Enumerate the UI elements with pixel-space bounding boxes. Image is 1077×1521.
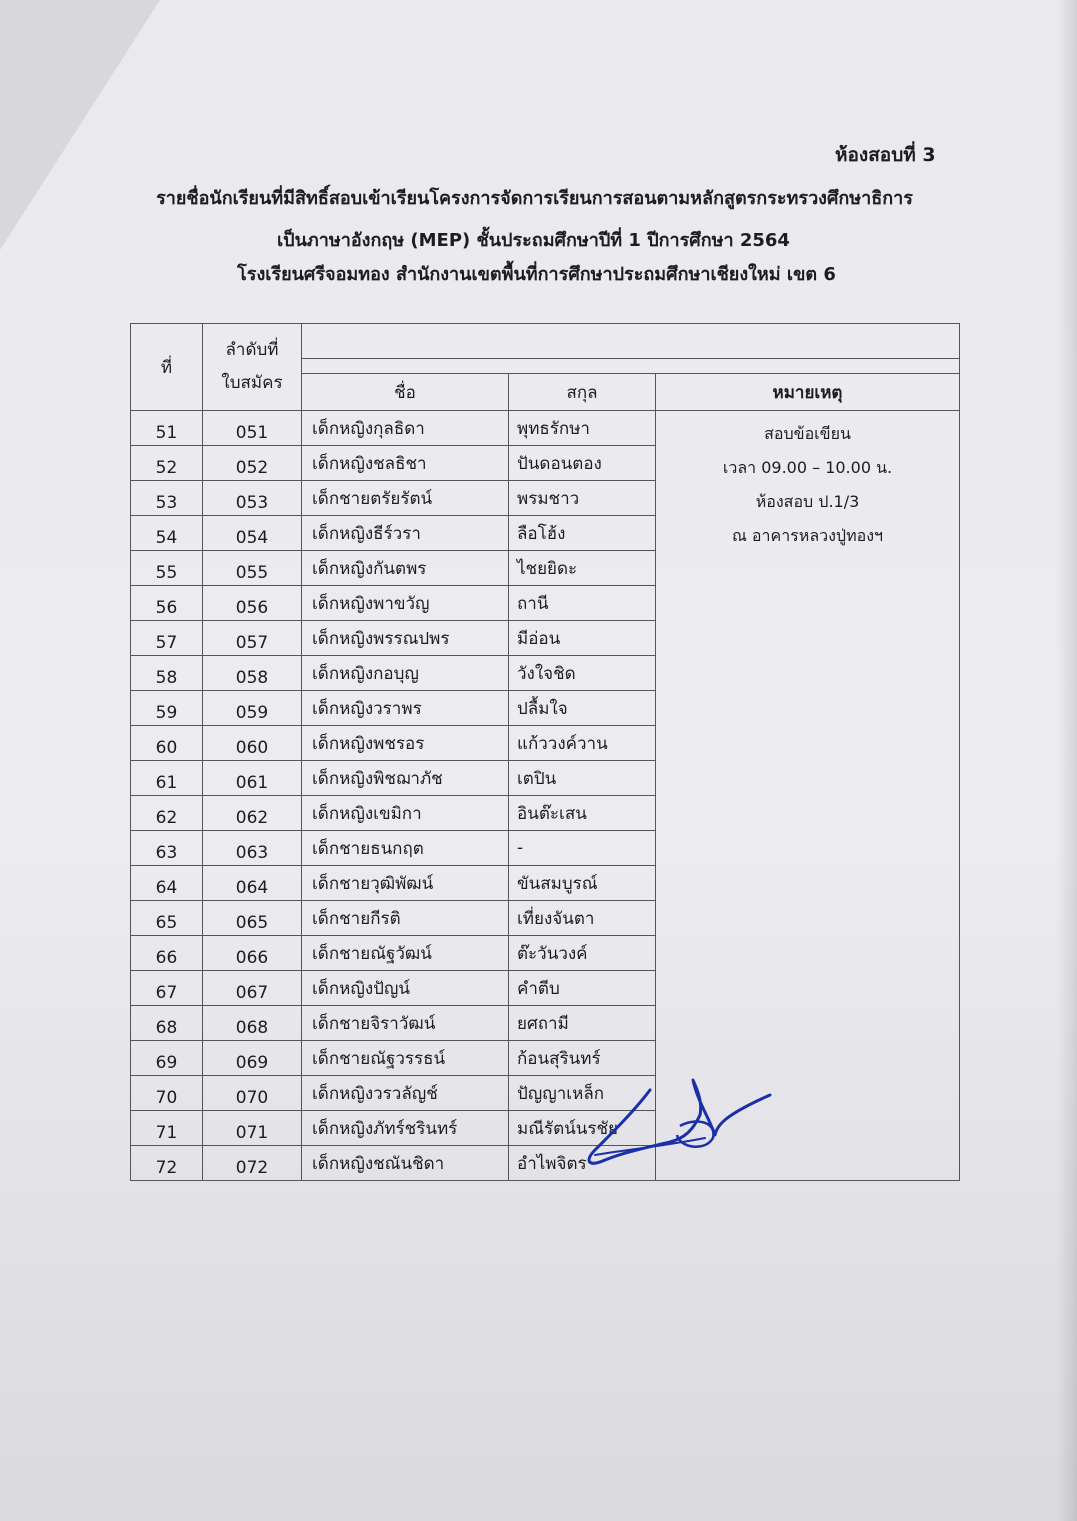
header-no: ที่ [131, 324, 203, 411]
row-student-name: เด็กหญิงพรรณปพร [302, 621, 509, 656]
row-application-number: 064 [203, 866, 302, 901]
row-number: 56 [131, 586, 203, 621]
row-number: 63 [131, 831, 203, 866]
row-student-surname: ถานี [509, 586, 656, 621]
row-application-number: 057 [203, 621, 302, 656]
row-application-number: 066 [203, 936, 302, 971]
row-student-name: เด็กชายธนกฤต [302, 831, 509, 866]
row-number: 60 [131, 726, 203, 761]
row-student-name: เด็กชายณัฐวัฒน์ [302, 936, 509, 971]
row-student-name: เด็กหญิงพาขวัญ [302, 586, 509, 621]
header-surname: สกุล [509, 374, 656, 411]
remark-line: สอบข้อเขียน [764, 424, 851, 443]
row-student-surname: แก้ววงค์วาน [509, 726, 656, 761]
row-number: 64 [131, 866, 203, 901]
row-number: 70 [131, 1076, 203, 1111]
row-student-surname: ปัญญาเหล็ก [509, 1076, 656, 1111]
row-student-name: เด็กชายตรัยรัตน์ [302, 481, 509, 516]
row-application-number: 061 [203, 761, 302, 796]
row-student-surname: พุทธรักษา [509, 411, 656, 446]
row-application-number: 071 [203, 1111, 302, 1146]
row-student-surname: ต๊ะวันวงค์ [509, 936, 656, 971]
row-student-surname: เตปิน [509, 761, 656, 796]
row-number: 72 [131, 1146, 203, 1181]
row-student-name: เด็กหญิงวรวลัญช์ [302, 1076, 509, 1111]
row-student-surname: - [509, 831, 656, 866]
row-number: 57 [131, 621, 203, 656]
row-number: 62 [131, 796, 203, 831]
row-student-name: เด็กชายกีรติ [302, 901, 509, 936]
row-number: 68 [131, 1006, 203, 1041]
row-student-name: เด็กหญิงชลธิชา [302, 446, 509, 481]
row-student-surname: คำตีบ [509, 971, 656, 1006]
row-student-name: เด็กหญิงชณันชิดา [302, 1146, 509, 1181]
row-student-name: เด็กหญิงกันตพร [302, 551, 509, 586]
row-student-name: เด็กหญิงภัทร์ชรินทร์ [302, 1111, 509, 1146]
row-student-surname: วังใจชิด [509, 656, 656, 691]
exam-room-label: ห้องสอบที่ 3 [835, 144, 936, 166]
document-title-line-2: เป็นภาษาอังกฤษ (MEP) ชั้นประถมศึกษาปีที่ 1 ปีการศึกษา 2564 [277, 230, 790, 251]
row-application-number: 070 [203, 1076, 302, 1111]
row-student-surname: มีอ่อน [509, 621, 656, 656]
row-application-number: 053 [203, 481, 302, 516]
student-list-table [130, 323, 960, 1181]
header-remark: หมายเหตุ [656, 374, 960, 411]
row-application-number: 058 [203, 656, 302, 691]
row-number: 67 [131, 971, 203, 1006]
remark-line: ณ อาคารหลวงปู่ทองฯ [731, 526, 884, 545]
row-student-name: เด็กหญิงพิชฌาภัช [302, 761, 509, 796]
row-student-name: เด็กชายจิราวัฒน์ [302, 1006, 509, 1041]
row-application-number: 051 [203, 411, 302, 446]
row-number: 54 [131, 516, 203, 551]
header-application-no-line1: ลำดับที่ [225, 340, 279, 360]
row-application-number: 068 [203, 1006, 302, 1041]
page-fold-shadow [0, 0, 160, 250]
row-application-number: 069 [203, 1041, 302, 1076]
row-number: 52 [131, 446, 203, 481]
row-application-number: 062 [203, 796, 302, 831]
handwritten-signature [575, 1060, 775, 1180]
row-application-number: 056 [203, 586, 302, 621]
row-student-surname: ปลื้มใจ [509, 691, 656, 726]
row-application-number: 065 [203, 901, 302, 936]
document-title-line-3: โรงเรียนศรีจอมทอง สำนักงานเขตพื้นที่การศึกษาประถมศึกษาเชียงใหม่ เขต 6 [237, 264, 836, 285]
row-student-name: เด็กหญิงธีร์วรา [302, 516, 509, 551]
row-application-number: 052 [203, 446, 302, 481]
remark-line: เวลา 09.00 – 10.00 น. [722, 458, 893, 477]
row-number: 66 [131, 936, 203, 971]
row-number: 59 [131, 691, 203, 726]
row-application-number: 072 [203, 1146, 302, 1181]
header-application-no [203, 324, 302, 411]
row-student-name: เด็กหญิงเขมิกา [302, 796, 509, 831]
row-student-surname: อินต๊ะเสน [509, 796, 656, 831]
row-student-surname: ก้อนสุรินทร์ [509, 1041, 656, 1076]
row-number: 61 [131, 761, 203, 796]
row-application-number: 055 [203, 551, 302, 586]
row-student-surname: พรมชาว [509, 481, 656, 516]
header-mid-blank [302, 359, 960, 374]
row-student-surname: ปันดอนตอง [509, 446, 656, 481]
row-number: 51 [131, 411, 203, 446]
row-application-number: 067 [203, 971, 302, 1006]
row-application-number: 063 [203, 831, 302, 866]
row-student-name: เด็กหญิงปัญน์ [302, 971, 509, 1006]
row-student-surname: ลือโฮ้ง [509, 516, 656, 551]
row-number: 53 [131, 481, 203, 516]
row-student-surname: ยศถามี [509, 1006, 656, 1041]
row-number: 65 [131, 901, 203, 936]
header-application-no-line2: ใบสมัคร [221, 373, 283, 393]
row-student-name: เด็กหญิงกอบุญ [302, 656, 509, 691]
table-row [131, 411, 960, 446]
row-application-number: 054 [203, 516, 302, 551]
document-title-line-1: รายชื่อนักเรียนที่มีสิทธิ์สอบเข้าเรียนโครงการจัดการเรียนการสอนตามหลักสูตรกระทรวงศึกษาธิการ [156, 188, 913, 209]
row-student-surname: อำไพจิตร [509, 1146, 656, 1181]
header-top-blank [302, 324, 960, 359]
row-number: 69 [131, 1041, 203, 1076]
row-number: 55 [131, 551, 203, 586]
row-application-number: 060 [203, 726, 302, 761]
row-student-name: เด็กหญิงวราพร [302, 691, 509, 726]
row-student-name: เด็กชายณัฐวรรธน์ [302, 1041, 509, 1076]
row-student-surname: ไชยยิดะ [509, 551, 656, 586]
row-student-surname: ขันสมบูรณ์ [509, 866, 656, 901]
row-student-name: เด็กชายวุฒิพัฒน์ [302, 866, 509, 901]
row-number: 58 [131, 656, 203, 691]
header-name: ชื่อ [302, 374, 509, 411]
row-student-surname: เที่ยงจันตา [509, 901, 656, 936]
remark-line: ห้องสอบ ป.1/3 [755, 492, 860, 511]
row-student-name: เด็กหญิงพชรอร [302, 726, 509, 761]
row-student-name: เด็กหญิงกุลธิดา [302, 411, 509, 446]
row-number: 71 [131, 1111, 203, 1146]
row-application-number: 059 [203, 691, 302, 726]
row-student-surname: มณีรัตน์นรชัย [509, 1111, 656, 1146]
